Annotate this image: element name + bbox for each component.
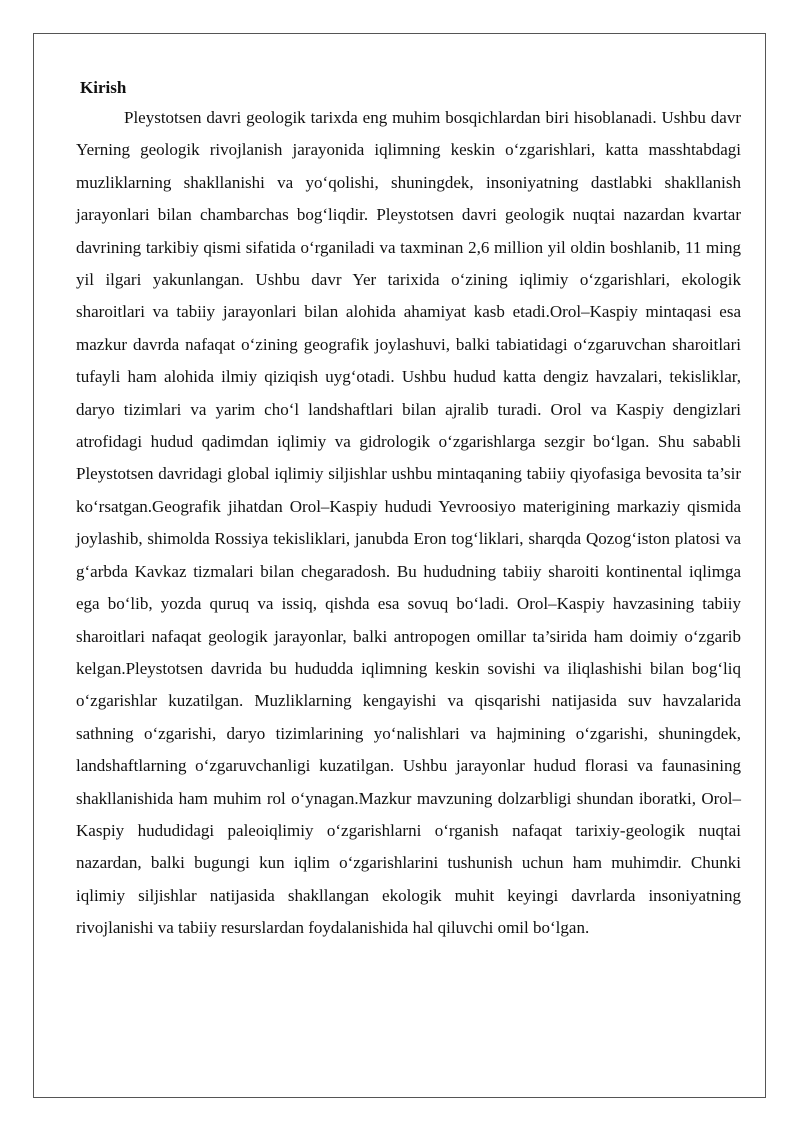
body-paragraph: Pleystotsen davri geologik tarixda eng muhim bosqichlardan biri hisoblanadi. Ushbu davr Yerning geologik rivojlanish jarayonida iqlimning keskin o‘zgarishlari, katta masshtabdagi muzliklarning shakllanishi va yo‘qolishi, shuningdek, insoniyatning dastlabki shakllanish jarayonlari bilan chambarchas bog‘liqdir. Pleystotsen davri geologik nuqtai nazardan kvartar davrining tarkibiy qismi sifatida o‘rganiladi va taxminan 2,6 million yil oldin boshlanib, 11 ming yil ilgari yakunlangan. Ushbu davr Yer tarixida o‘zining iqlimiy o‘zgarishlari, ekologik sharoitlari va tabiiy jarayonlari bilan alohida ahamiyat kasb etadi.Orol–Kaspiy mintaqasi esa mazkur davrda nafaqat o‘zining geografik joylashuvi, balki tabiatidagi o‘zgaruvchan sharoitlari tufayli ham alohida ilmiy qiziqish uyg‘otadi. Ushbu hudud katta dengiz havzalari, tekisliklar, daryo tizimlari va yarim cho‘l landshaftlari bilan ajralib turadi. Orol va Kaspiy dengizlari atrofidagi hudud qadimdan iqlimiy va gidrologik o‘zgarishlarga sezgir bo‘lgan. Shu sababli Pleystotsen davridagi global iqlimiy siljishlar ushbu mintaqaning tabiiy qiyofasiga bevosita ta’sir ko‘rsatgan.Geografik jihatdan Orol–Kaspiy hududi Yevroosiyo materigining markaziy qismida joylashib, shimolda Rossiya tekisliklari, janubda Eron tog‘liklari, sharqda Qozog‘iston platosi va g‘arbda Kavkaz tizmalari bilan chegaradosh. Bu hududning tabiiy sharoiti kontinental iqlimga ega bo‘lib, yozda quruq va issiq, qishda esa sovuq bo‘ladi. Orol–Kaspiy havzasining tabiiy sharoitlari nafaqat geologik jarayonlar, balki antropogen omillar ta’sirida ham doimiy o‘zgarib kelgan.Pleystotsen davrida bu hududda iqlimning keskin sovishi va iliqlashishi bilan bog‘liq o‘zgarishlar kuzatilgan. Muzliklarning kengayishi va qisqarishi natijasida suv havzalarida sathning o‘zgarishi, daryo tizimlarining yo‘nalishlari va hajmining o‘zgarishi, shuningdek, landshaftlarning o‘zgaruvchanligi kuzatilgan. Ushbu jarayonlar hudud florasi va faunasining shakllanishida ham muhim rol o‘ynagan.Mazkur mavzuning dolzarbligi shundan iboratki, Orol–Kaspiy hududidagi paleoiqlimiy o‘zgarishlarni o‘rganish nafaqat tarixiy-geologik nuqtai nazardan, balki bugungi kun iqlim o‘zgarishlarini tushunish uchun ham muhimdir. Chunki iqlimiy siljishlar natijasida shakllangan ekologik muhit keyingi davrlarda insoniyatning rivojlanishi va tabiiy resurslardan foydalanishida hal qiluvchi omil bo‘lgan. (76, 108, 741, 938)
document-body (76, 74, 741, 945)
section-heading: Kirish (80, 78, 127, 97)
